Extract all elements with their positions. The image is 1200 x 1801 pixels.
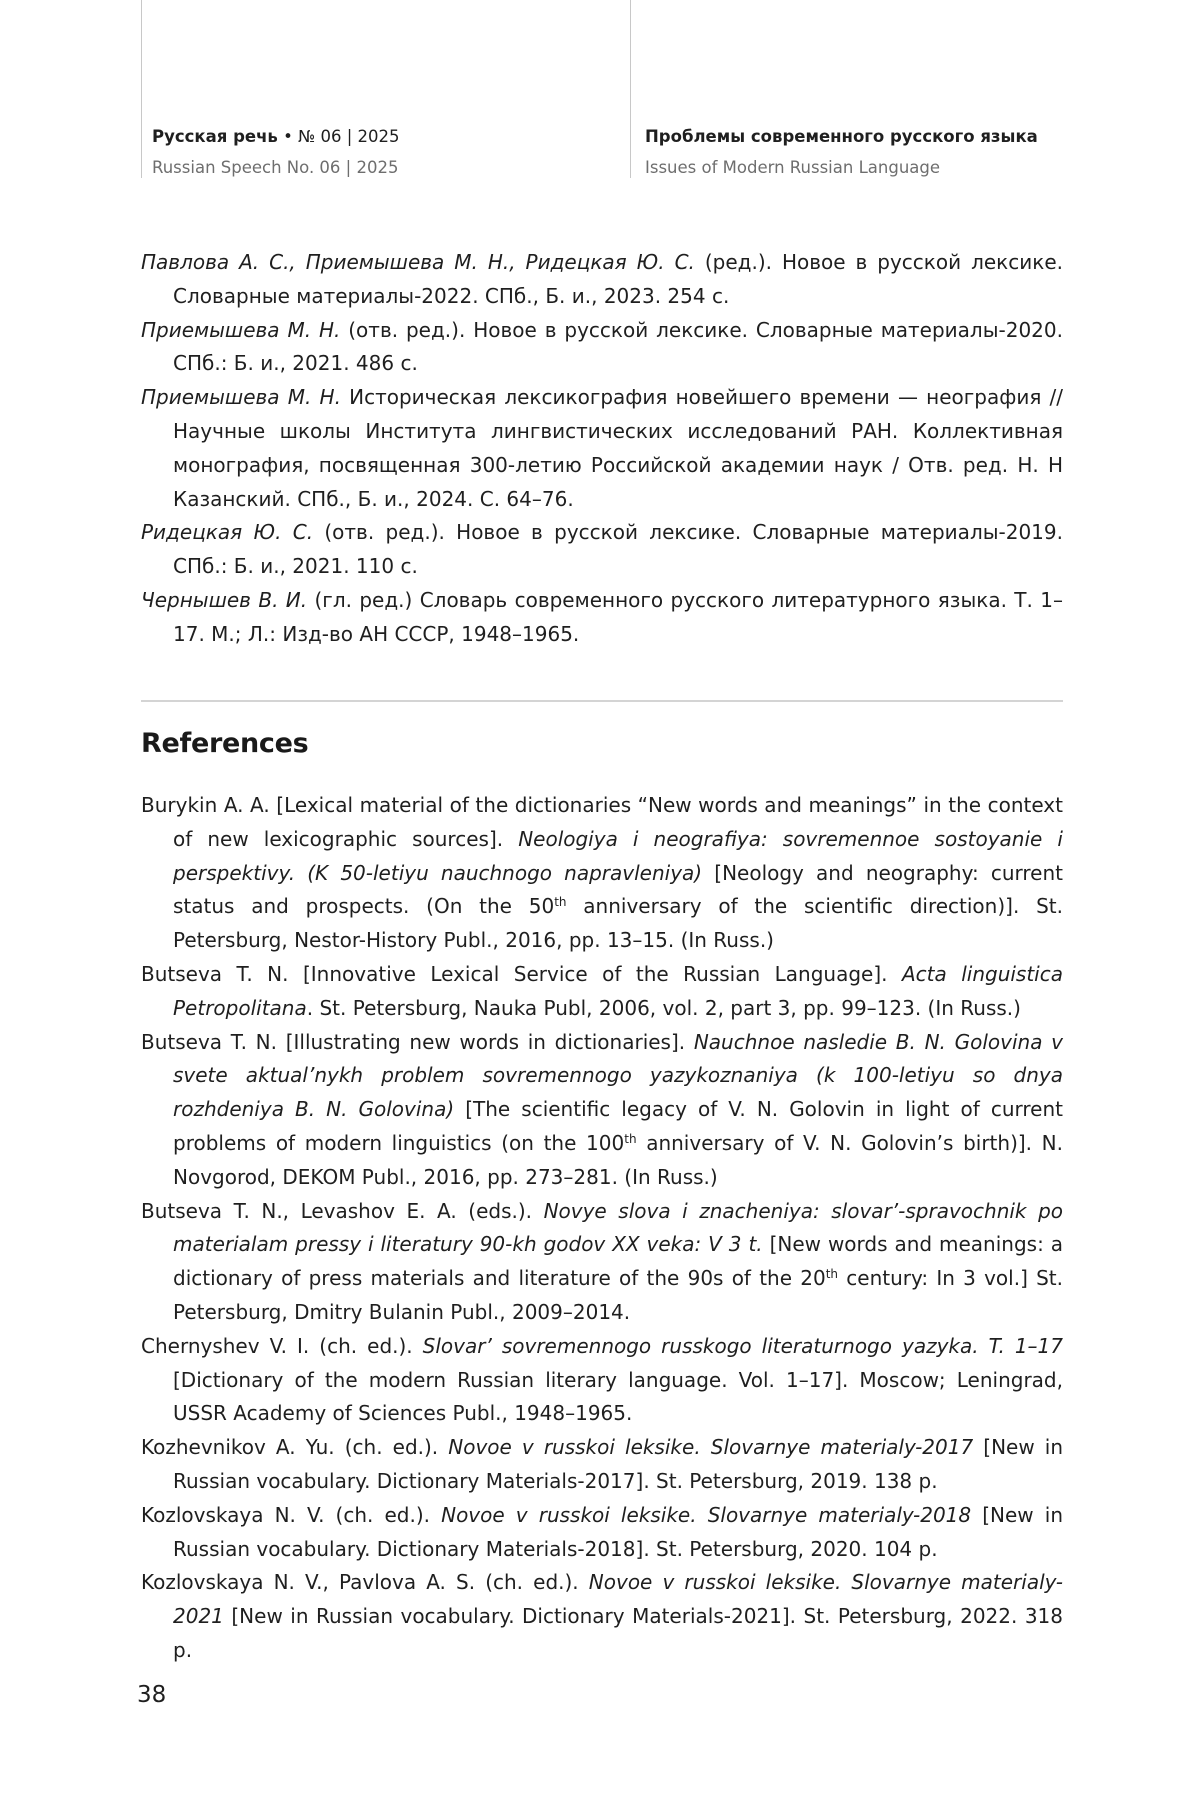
reference-text: [New in Russian vocabulary. Dictionary Materials-2021]. St. Petersburg, 2022. 318 p. — [173, 1604, 1063, 1662]
reference-entry — [141, 246, 1063, 314]
reference-author: Приемышева М. Н. — [141, 385, 341, 410]
reference-text: Историческая лексикография новейшего времени — неография // Научные школы Института лингвистических исследований РАН. Коллективная монография, посвященная 300-летию Российской академии наук / Отв. ред. Н. Н Казанский. СПб., Б. и., 2024. С. 64–76. — [173, 385, 1064, 511]
reference-tail: anniversary of the scientific direction)]. St. Petersburg, Nestor-History Publ., 2016, pp. 13–15. (In Russ.) — [173, 894, 1063, 953]
reference-text: (отв. ред.). Новое в русской лексике. Словарные материалы-2020. СПб.: Б. и., 2021. 486 с. — [173, 317, 1063, 376]
page-number: 38 — [137, 1682, 167, 1708]
reference-author: Павлова А. С., Приемышева М. Н., Ридецкая Ю. С. — [141, 250, 695, 274]
reference-entry — [141, 1330, 1063, 1431]
reference-text: [New words and meanings: a dictionary of press materials and literature of the 90s of the 20 — [173, 1232, 1064, 1291]
section-name: Проблемы современного русского языка — [645, 127, 1038, 146]
bibliography-ru — [141, 246, 1063, 652]
reference-entry — [141, 1499, 1063, 1567]
running-header-left — [152, 122, 400, 184]
reference-text: [New in Russian vocabulary. Dictionary Materials-2017]. St. Petersburg, 2019. 138 p. — [173, 1435, 1064, 1493]
header-rule-right — [630, 0, 631, 178]
reference-lead: Kozhevnikov A. Yu. (ch. ed.). — [141, 1435, 449, 1460]
reference-source: Slovar’ sovremennogo russkogo literaturnogo yazyka. T. 1–17 — [422, 1333, 1064, 1358]
reference-text: (отв. ред.). Новое в русской лексике. Словарные материалы-2019. СПб.: Б. и., 2021. 110 с. — [173, 520, 1063, 579]
running-header-right — [645, 122, 1038, 184]
reference-lead: Butseva T. N. [Illustrating new words in dictionaries]. — [141, 1029, 694, 1054]
reference-entry — [141, 1026, 1063, 1195]
reference-lead: Butseva T. N., Levashov E. A. (eds.). — [141, 1198, 544, 1223]
reference-tail: anniversary of V. N. Golovin’s birth)]. N. Novgorod, DEKOM Publ., 2016, pp. 273–281. (In Russ.) — [173, 1130, 1063, 1189]
ordinal-suffix: th — [554, 895, 567, 910]
reference-lead: Chernyshev V. I. (ch. ed.). — [141, 1333, 423, 1358]
ordinal-suffix: th — [825, 1267, 839, 1282]
reference-source: Novoe v russkoi leksike. Slovarnye materialy-2018 — [441, 1502, 972, 1527]
reference-entry — [141, 1195, 1063, 1330]
reference-entry — [141, 1566, 1063, 1667]
reference-text: (ред.). Новое в русской лексике. Словарные материалы-2022. СПб., Б. и., 2023. 254 с. — [173, 250, 1063, 308]
reference-source: Novye slova i znacheniya: slovar’-spravochnik po materialam pressy i literatury 90-kh godov XX veka: V 3 t. — [173, 1198, 1063, 1257]
reference-author: Приемышева М. Н. — [141, 317, 341, 342]
reference-lead: Burykin A. A. [Lexical material of the dictionaries “New words and meanings” in the context of new lexicographic sources]. — [141, 793, 1063, 851]
reference-source: Acta linguistica Petropolitana — [173, 961, 1063, 1020]
section-divider — [141, 700, 1063, 702]
reference-source: Nauchnoe nasledie B. N. Golovina v svete aktual’nykh problem sovremennogo yazykoznaniya (k 100-letiyu so dnya rozhdeniya B. N. Golovina) — [173, 1029, 1064, 1122]
journal-title-ru — [152, 122, 400, 152]
reference-entry — [141, 381, 1063, 516]
reference-source: Neologiya i neografiya: sovremennoe sostoyanie i perspektivy. (K 50-letiyu nauchnogo napravleniya) — [173, 826, 1063, 885]
reference-lead: Kozlovskaya N. V., Pavlova A. S. (ch. ed.). — [141, 1570, 589, 1595]
reference-source: Novoe v russkoi leksike. Slovarnye materialy-2021 — [173, 1570, 1063, 1629]
journal-issue: • № 06 | 2025 — [277, 127, 400, 146]
ordinal-suffix: th — [624, 1131, 637, 1146]
reference-author: Чернышев В. И. — [141, 587, 308, 612]
reference-entry — [141, 516, 1063, 584]
reference-text: [Dictionary of the modern Russian literary language. Vol. 1–17]. Moscow; Leningrad, USSR Academy of Sciences Publ., 1948–1965. — [173, 1367, 1063, 1426]
reference-text: [Neology and neography: current status and prospects. (On the 50 — [173, 860, 1063, 919]
reference-text: [The scientific legacy of V. N. Golovin in light of current problems of modern linguistics (on the 100 — [173, 1097, 1063, 1155]
reference-entry — [141, 314, 1063, 382]
bibliography-en — [141, 789, 1063, 1668]
section-title-en: Issues of Modern Russian Language — [645, 158, 941, 177]
journal-title-en: Russian Speech No. 06 | 2025 — [152, 158, 399, 177]
reference-source: Novoe v russkoi leksike. Slovarnye materialy-2017 — [448, 1435, 974, 1460]
reference-entry — [141, 1431, 1063, 1499]
reference-entry — [141, 584, 1063, 652]
reference-lead: Kozlovskaya N. V. (ch. ed.). — [141, 1502, 442, 1527]
section-title-ru — [645, 122, 1038, 152]
reference-entry — [141, 789, 1063, 958]
reference-entry — [141, 958, 1063, 1026]
reference-tail: century: In 3 vol.] St. Petersburg, Dmitry Bulanin Publ., 2009–2014. — [173, 1266, 1064, 1324]
references-heading: References — [141, 728, 309, 759]
reference-text: [New in Russian vocabulary. Dictionary Materials-2018]. St. Petersburg, 2020. 104 p. — [173, 1502, 1063, 1561]
reference-author: Ридецкая Ю. С. — [141, 520, 314, 545]
reference-lead: Butseva T. N. [Innovative Lexical Service of the Russian Language]. — [141, 961, 902, 986]
header-rule-left — [141, 0, 142, 178]
reference-text: (гл. ред.) Словарь современного русского литературного языка. Т. 1–17. М.; Л.: Изд-во АН СССР, 1948–1965. — [173, 587, 1063, 646]
journal-name: Русская речь — [152, 127, 278, 146]
reference-text: . St. Petersburg, Nauka Publ, 2006, vol. 2, part 3, pp. 99–123. (In Russ.) — [306, 995, 1021, 1020]
